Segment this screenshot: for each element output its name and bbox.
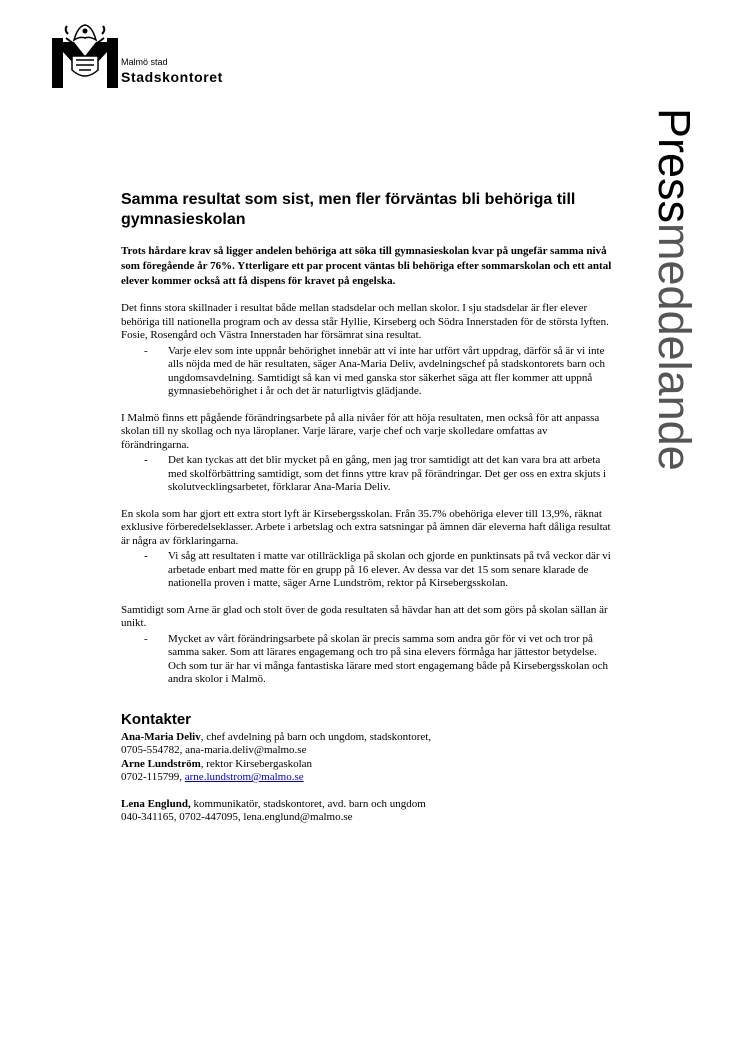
side-title-wrapper — [645, 108, 703, 548]
contact-info — [121, 771, 617, 785]
paragraph: Det finns stora skillnader i resultat både mellan stadsdelar och mellan skolor. I sju stadsdelar är fler elever behöriga till nationella program och av dessa står Hyllie, Kirseberg och Södra Innerstaden för de största lyften. Fosie, Rosengård och Västra Innerstaden har försämrat sina resultat. — [121, 302, 609, 341]
paragraph: I Malmö finns ett pågående förändringsarbete på alla nivåer för att höja resultaten, men också för att anpassa skolan till ny skollag och nya läroplaner. Varje lärare, varje chef och varje skolledare omfattas av förändringarna. — [121, 411, 600, 451]
dash-bullet: - — [144, 550, 148, 562]
quote-text: Det kan tyckas att det blir mycket på en gång, men jag tror samtidigt att det kan vara bra att arbeta med skolförbättring samtidigt, som det finns yttre krav på förändringar. Det ger oss en extra skjuts i skolutvecklingsarbetet, förklarar Ana-Maria Deliv. — [168, 454, 607, 493]
contacts-heading: Kontakter — [121, 710, 192, 728]
contact-name: Lena Englund, — [121, 797, 191, 810]
quote-item — [121, 345, 617, 399]
paragraph: Samtidigt som Arne är glad och stolt över de goda resultaten så hävdar han att det som görs på skolan sällan är unikt. — [121, 603, 608, 629]
dash-bullet: - — [144, 632, 148, 645]
org-name: Stadskontoret — [121, 69, 223, 85]
quote-item — [121, 454, 617, 495]
org-name-small: Malmö stad — [121, 57, 168, 67]
contact-ana-maria — [121, 731, 617, 745]
side-title-meddelande: meddelande — [649, 223, 700, 471]
contact-phone: 0702-115799, — [121, 771, 185, 783]
email-link[interactable]: arne.lundstrom@malmo.se — [184, 771, 304, 783]
headline: Samma resultat som sist, men fler förväntas bli behöriga till gymnasieskolan — [121, 191, 576, 228]
paragraph: En skola som har gjort ett extra stort lyft är Kirsebergsskolan. Från 35.7% obehöriga elever till 13,9%, räknat exklusive förberedelseklasser. Arbete i arbetslag och extra satsningar på ämnen där eleverna haft dåliga resultat är några av förklaringarna. — [121, 507, 611, 547]
contact-role: kommunikatör, stadskontoret, avd. barn och ungdom — [190, 797, 426, 810]
quote-item — [121, 550, 617, 591]
dash-bullet: - — [144, 454, 148, 466]
contact-info: 0705-554782, ana-maria.deliv@malmo.se — [121, 744, 307, 756]
quote-text: Vi såg att resultaten i matte var otillräckliga på skolan och gjorde en punktinsats på två veckor där vi arbetade enbart med matte för en grupp på 16 elever. Av dessa var det 15 som senare klarade de nationella proven i matte, säger Arne Lundström, rektor på Kirsebergsskolan. — [168, 550, 611, 589]
contact-name: Arne Lundström — [121, 757, 201, 770]
press-release-body — [121, 190, 617, 825]
malmo-coat-of-arms-logo — [52, 22, 118, 88]
contact-role: , rektor Kirsebergaskolan — [200, 757, 313, 770]
lead-paragraph: Trots hårdare krav så ligger andelen behöriga att söka till gymnasieskolan kvar på ungefär samma nivå som föregående år 76%. Ytterligare ett par procent väntas bli behöriga efter sommarskolan och ett antal elever kommer också att få dispens för kravet på engelska. — [121, 245, 612, 287]
contact-arne — [121, 758, 617, 772]
contact-name: Ana-Maria Deliv — [121, 730, 201, 743]
contact-role: , chef avdelning på barn och ungdom, stadskontoret, — [200, 730, 432, 743]
dash-bullet: - — [144, 344, 148, 357]
contact-lena — [121, 798, 617, 812]
side-title-press: Press — [649, 108, 700, 224]
quote-text: Varje elev som inte uppnår behörighet innebär att vi inte har utfört vårt uppdrag, därför så är vi inte alls nöjda med de här resultaten, säger Ana-Maria Deliv, avdelningschef på stadskontorets barn och ungdomsavdelning. Samtidigt så kan vi med ganska stor säkerhet säga att fler kommer att uppnå gymnasiebehörighet i år och det är naturligtvis glädjande. — [168, 344, 606, 397]
quote-text: Mycket av vårt förändringsarbete på skolan är precis samma som andra gör för vi vet och tror på samma saker. Som att lärares engagemang och tro på sina elevers förmåga har jättestor betydelse. Och som tur är har vi många fantastiska lärare med stort engagemang både på Kirsebergsskolan och andra skolor i Malmö. — [168, 632, 608, 685]
side-title — [645, 108, 703, 471]
quote-item — [121, 633, 617, 687]
contact-info: 040-341165, 0702-447095, lena.englund@malmo.se — [121, 811, 353, 823]
